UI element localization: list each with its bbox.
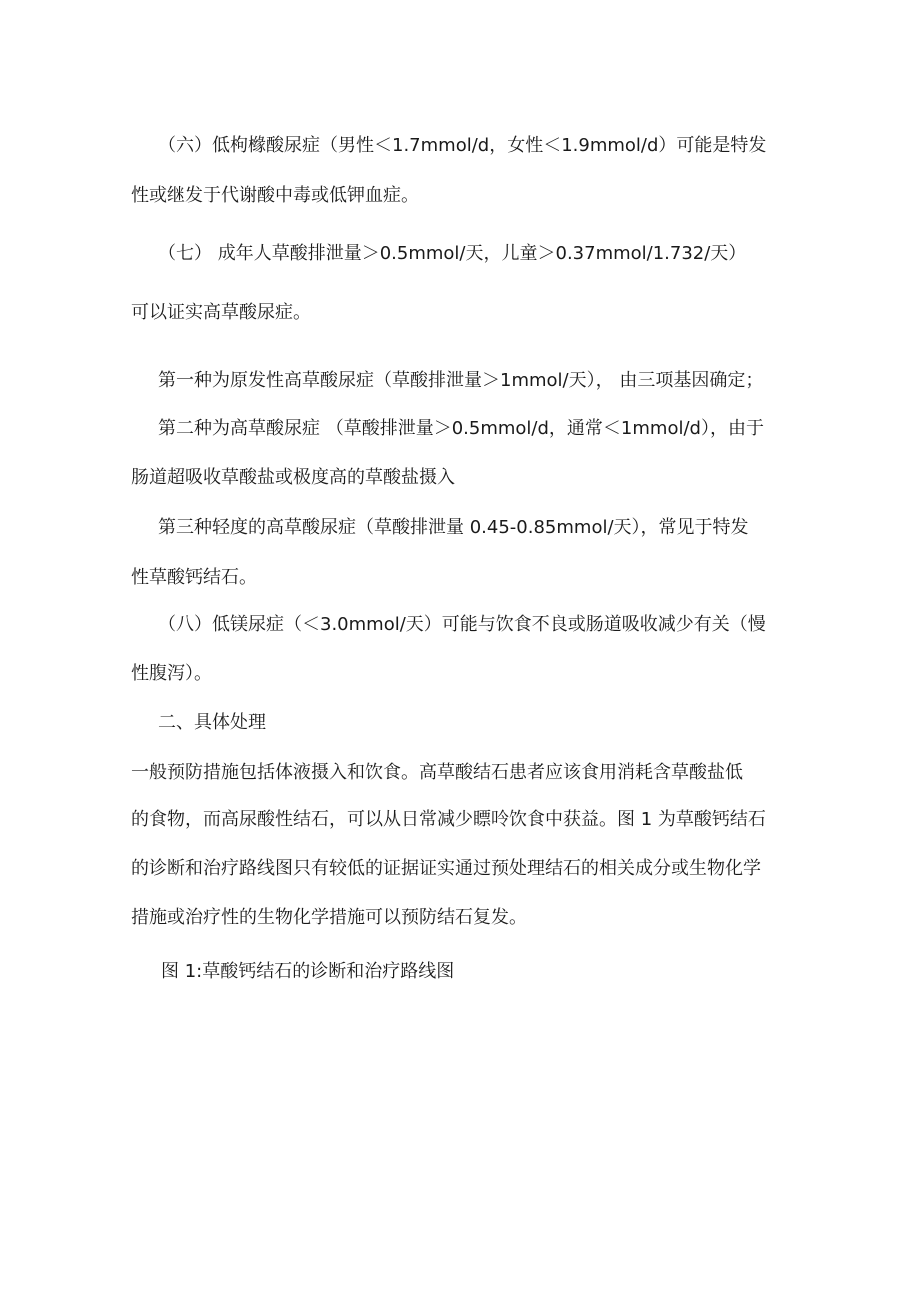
type-1-line: 第一种为原发性高草酸尿症（草酸排泄量＞1mmol/天）， 由三项基因确定； <box>158 370 764 391</box>
paragraph-6-line-1: （六）低枸橼酸尿症（男性＜1.7mmol/d，女性＜1.9mmol/d）可能是特发 <box>158 135 767 156</box>
treatment-paragraph-line-2: 的食物，而高尿酸性结石，可以从日常减少瞟呤饮食中获益。图 1 为草酸钙结石 <box>131 809 766 830</box>
paragraph-8-line-2: 性腹泻）。 <box>131 663 212 684</box>
section-heading: 二、具体处理 <box>158 712 266 733</box>
paragraph-7-line-1: （七） 成年人草酸排泄量＞0.5mmol/天，儿童＞0.37mmol/1.732/天） <box>158 243 747 264</box>
paragraph-8-line-1: （八）低镁尿症（＜3.0mmol/天）可能与饮食不良或肠道吸收减少有关（慢 <box>158 614 766 635</box>
type-3-line-2: 性草酸钙结石。 <box>131 567 257 588</box>
treatment-paragraph-line-3: 的诊断和治疗路线图只有较低的证据证实通过预处理结石的相关成分或生物化学 <box>131 858 761 879</box>
type-3-line-1: 第三种轻度的高草酸尿症（草酸排泄量 0.45-0.85mmol/天），常见于特发 <box>158 517 749 538</box>
figure-caption: 图 1:草酸钙结石的诊断和治疗路线图 <box>161 961 455 982</box>
paragraph-7-line-2: 可以证实高草酸尿症。 <box>131 302 311 323</box>
treatment-paragraph-line-1: 一般预防措施包括体液摄入和饮食。高草酸结石患者应该食用消耗含草酸盐低 <box>131 762 743 783</box>
paragraph-6-line-2: 性或继发于代谢酸中毒或低钾血症。 <box>131 185 419 206</box>
treatment-paragraph-line-4: 措施或治疗性的生物化学措施可以预防结石复发。 <box>131 907 527 928</box>
type-2-line-2: 肠道超吸收草酸盐或极度高的草酸盐摄入 <box>131 467 455 488</box>
type-2-line-1: 第二种为高草酸尿症 （草酸排泄量＞0.5mmol/d，通常＜1mmol/d），由于 <box>158 418 764 439</box>
